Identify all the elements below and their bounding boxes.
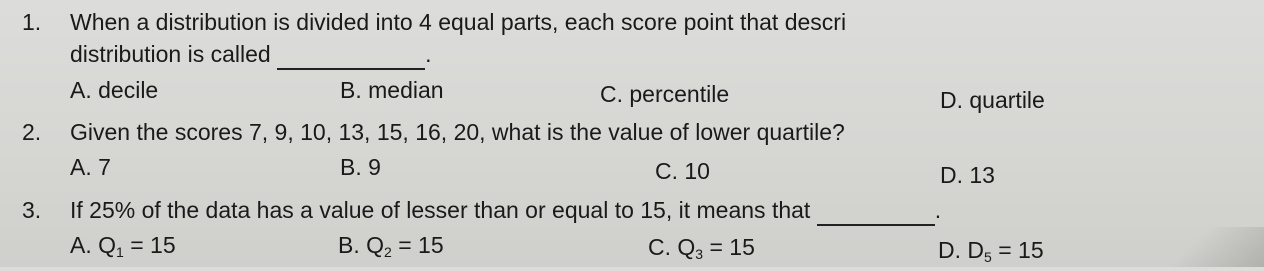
- question-2-number: 2.: [22, 119, 42, 145]
- q3-option-a-value: = 15: [123, 232, 176, 258]
- question-3-text-before-blank: If 25% of the data has a value of lesser than or equal to 15, it means that: [70, 197, 811, 223]
- q3-option-d-variable: D: [967, 237, 985, 263]
- q3-option-a-subscript: 1: [116, 244, 124, 260]
- q2-option-a: A. 7: [70, 154, 111, 180]
- q3-option-a-variable: Q: [98, 232, 117, 258]
- question-2-text: Given the scores 7, 9, 10, 13, 15, 16, 20, what is the value of lower quartile?: [70, 119, 845, 145]
- q3-option-d-subscript: 5: [984, 249, 992, 265]
- question-1-text-line2: [70, 40, 432, 70]
- q3-option-c-subscript: 3: [695, 246, 704, 262]
- q3-option-c-value: = 15: [703, 234, 755, 260]
- answer-blank-3: [817, 196, 935, 226]
- q3-option-c-letter: C.: [648, 234, 671, 260]
- answer-blank-1: [277, 40, 425, 70]
- q1-option-b: B. median: [340, 77, 444, 103]
- question-3-number: 3.: [22, 197, 42, 223]
- q3-option-b-value: = 15: [391, 232, 444, 258]
- q2-option-d: D. 13: [940, 162, 995, 188]
- q3-option-d-value: = 15: [991, 237, 1044, 263]
- q3-option-b-variable: Q: [366, 232, 385, 258]
- question-1-number: 1.: [22, 9, 42, 35]
- q3-option-b: [338, 231, 444, 266]
- q2-option-c: C. 10: [655, 158, 710, 184]
- question-3-text: [70, 196, 941, 226]
- question-1-text-before-blank: distribution is called: [70, 41, 271, 67]
- q1-option-d: D. quartile: [940, 87, 1045, 113]
- q1-option-a: A. decile: [70, 77, 159, 103]
- q3-option-c: [648, 233, 755, 268]
- q3-option-d: [938, 236, 1044, 271]
- q3-option-c-variable: Q: [677, 234, 696, 260]
- question-3-period: .: [934, 197, 942, 223]
- q3-option-d-letter: D.: [938, 237, 961, 263]
- q1-option-c: C. percentile: [600, 81, 730, 107]
- q3-option-a-letter: A.: [70, 232, 92, 258]
- question-1-text-line1: When a distribution is divided into 4 equal parts, each score point that descri: [70, 9, 847, 35]
- q3-option-a: [70, 231, 176, 266]
- question-1-period: .: [425, 41, 432, 67]
- q3-option-b-subscript: 2: [384, 244, 392, 260]
- q3-option-b-letter: B.: [338, 232, 360, 258]
- page-shadow: [1144, 227, 1264, 267]
- q2-option-b: B. 9: [340, 154, 381, 180]
